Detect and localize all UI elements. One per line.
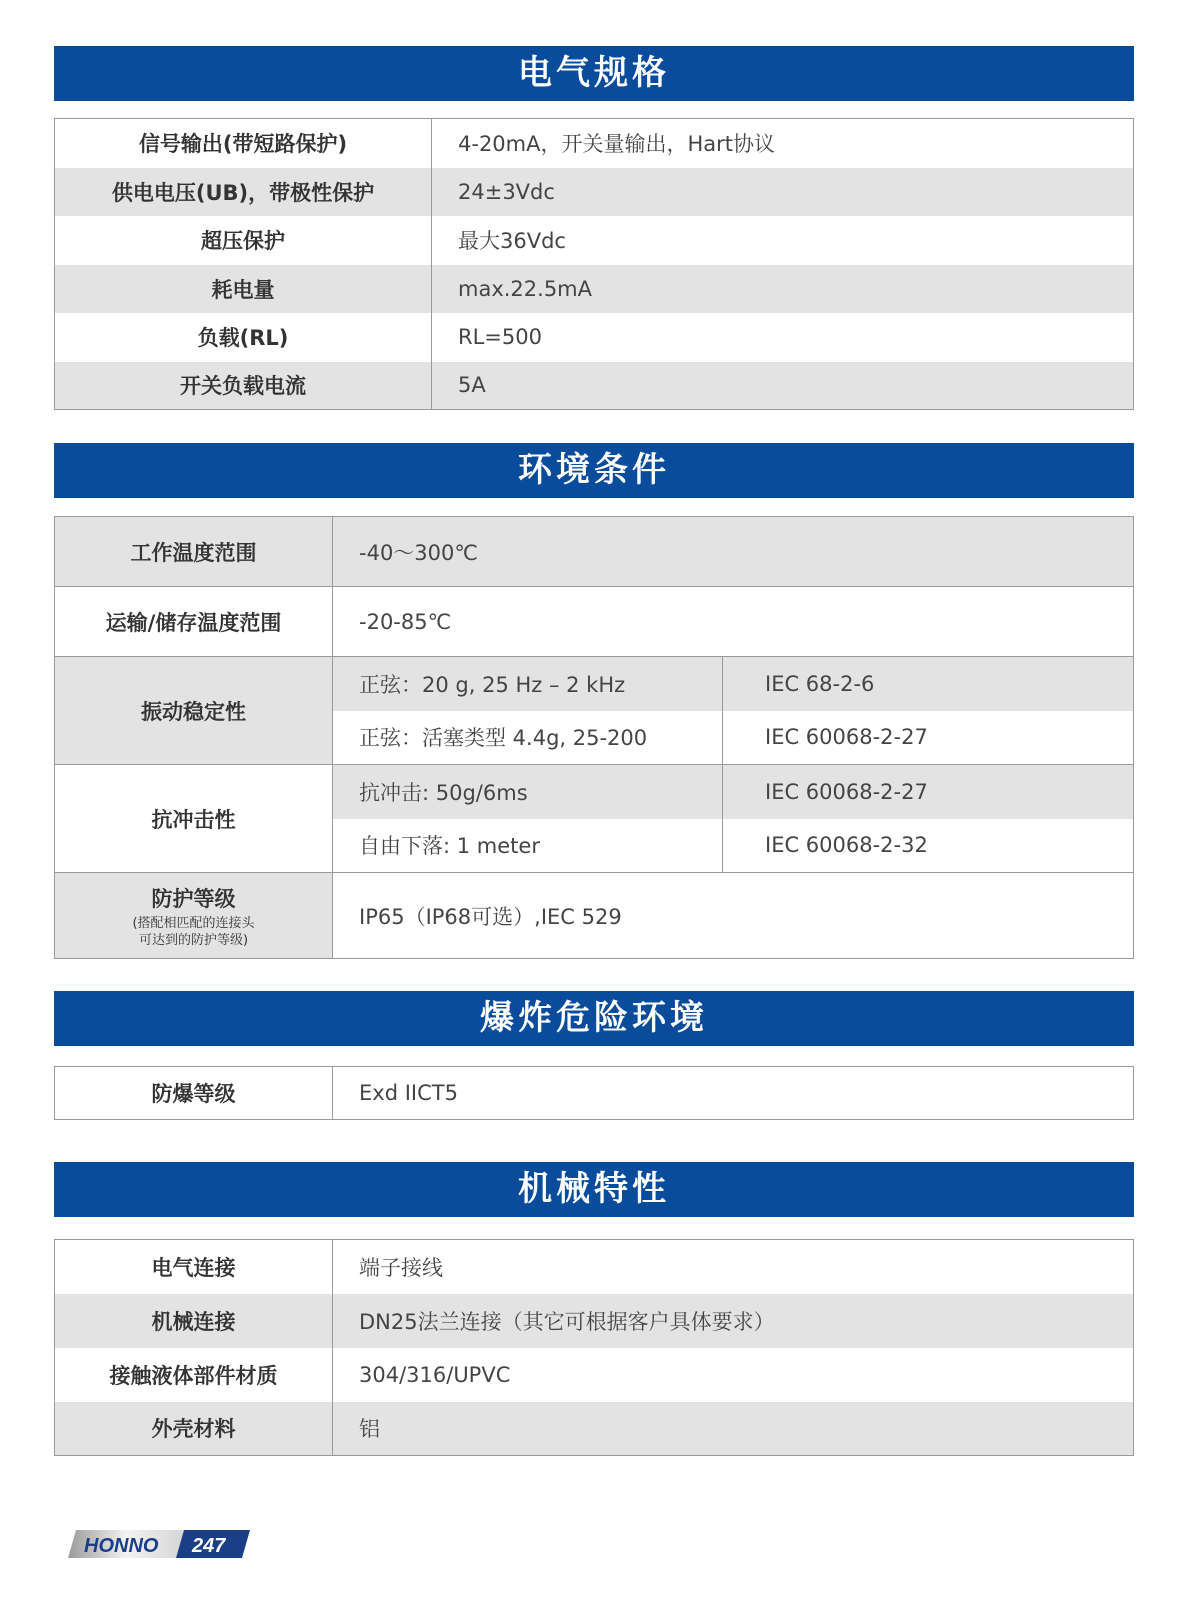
spec-note: 可达到的防护等级): [138, 932, 249, 948]
spec-label: 机械连接: [55, 1294, 333, 1348]
spec-label: 供电电压(UB)，带极性保护: [55, 168, 432, 216]
table-row: [55, 1402, 1134, 1456]
protection-label-cell: [55, 873, 333, 959]
spec-value: 4-20mA，开关量输出，Hart协议: [458, 132, 776, 157]
environment-table: [54, 516, 1134, 959]
spec-label: 工作温度范围: [55, 517, 333, 587]
spec-value: RL=500: [458, 325, 542, 349]
table-row: [55, 265, 1134, 313]
table-row: [55, 313, 1134, 362]
spec-label: 接触液体部件材质: [55, 1348, 333, 1402]
section-header-explosion: 爆炸危险环境: [54, 991, 1134, 1046]
table-row: [55, 587, 1134, 657]
spec-value: max.22.5mA: [432, 265, 1134, 313]
section-header-environment: 环境条件: [54, 443, 1134, 498]
section-header-mechanical: 机械特性: [54, 1162, 1134, 1217]
spec-label: 负载(RL): [55, 313, 432, 362]
spec-standard: IEC 60068-2-27: [723, 711, 1134, 765]
spec-standard: IEC 60068-2-32: [723, 819, 1134, 873]
footer-brand-bar: [68, 1528, 258, 1560]
spec-value: 抗冲击: 50g/6ms: [333, 765, 723, 819]
spec-value: 最大36Vdc: [458, 229, 566, 253]
spec-value: -20-85℃: [333, 587, 1134, 657]
spec-value: 5A: [432, 362, 1134, 410]
spec-value: Exd IICT5: [359, 1081, 458, 1105]
spec-label: 运输/储存温度范围: [55, 587, 333, 657]
spec-note: (搭配相匹配的连接头: [132, 915, 255, 931]
spec-label: 电气连接: [55, 1240, 333, 1294]
explosion-table: [54, 1066, 1134, 1120]
spec-value: 铝: [333, 1402, 1134, 1456]
spec-standard: IEC 68-2-6: [723, 657, 1134, 711]
spec-label: 防护等级: [151, 886, 236, 911]
spec-value: 正弦：活塞类型 4.4g, 25-200: [359, 726, 648, 751]
spec-value: 端子接线: [359, 1255, 443, 1280]
table-row: [55, 1240, 1134, 1294]
table-row: [55, 168, 1134, 216]
spec-value: 正弦：20 g, 25 Hz – 2 kHz: [333, 657, 723, 711]
spec-value: 304/316/UPVC: [359, 1362, 511, 1387]
page-number: 247: [192, 1535, 226, 1557]
spec-label: 防爆等级: [55, 1067, 333, 1120]
table-row: [55, 657, 1134, 711]
table-row: [55, 1294, 1134, 1348]
spec-label: 信号输出(带短路保护): [55, 119, 432, 168]
spec-label: 耗电量: [55, 265, 432, 313]
electrical-spec-table: [54, 118, 1134, 410]
section-header-electrical: 电气规格: [54, 46, 1134, 101]
mechanical-table: [54, 1239, 1134, 1456]
table-row: [55, 216, 1134, 265]
table-row: [55, 517, 1134, 587]
table-row: [55, 765, 1134, 819]
table-row: [55, 1348, 1134, 1402]
spec-value: 自由下落: 1 meter: [359, 834, 540, 859]
spec-label: 外壳材料: [55, 1402, 333, 1456]
spec-label: 开关负载电流: [55, 362, 432, 410]
table-row: [55, 362, 1134, 410]
spec-label: 抗冲击性: [55, 765, 333, 873]
footer-brand: HONNO: [84, 1535, 159, 1557]
table-row: [55, 119, 1134, 168]
spec-value: 24±3Vdc: [432, 168, 1134, 216]
spec-value: -40～300℃: [333, 517, 1134, 587]
spec-label: 振动稳定性: [55, 657, 333, 765]
spec-value: IP65（IP68可选）,IEC 529: [333, 873, 1134, 959]
spec-label: 超压保护: [55, 216, 432, 265]
table-row: [55, 873, 1134, 959]
spec-value: DN25法兰连接（其它可根据客户具体要求）: [333, 1294, 1134, 1348]
spec-standard: IEC 60068-2-27: [723, 765, 1134, 819]
table-row: [55, 1067, 1134, 1120]
